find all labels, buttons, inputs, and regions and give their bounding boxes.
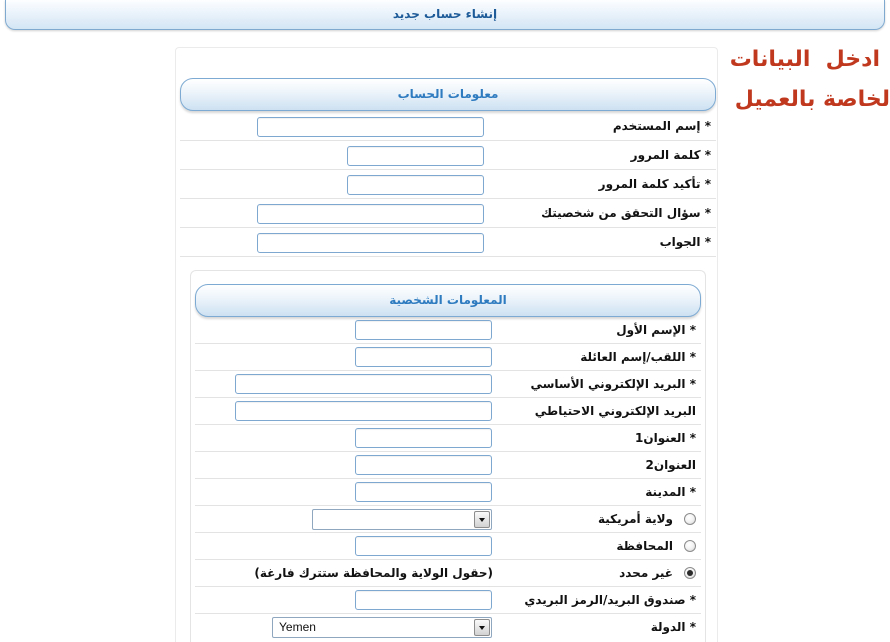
form-row-postal-code — [195, 587, 701, 614]
dropdown-arrow-icon[interactable] — [474, 511, 490, 528]
address-1-input[interactable] — [355, 428, 492, 448]
us-state-radio[interactable] — [684, 513, 696, 525]
form-row-first-name — [195, 317, 701, 344]
primary-email-input[interactable] — [235, 374, 492, 394]
form-row-username — [180, 112, 716, 141]
instruction-line-1: ادخل البيانات — [729, 47, 880, 72]
last-name-input[interactable] — [355, 347, 492, 367]
password-input[interactable] — [347, 146, 484, 166]
region-empty-note: (حقول الولاية والمحافظة ستترك فارغة) — [254, 566, 493, 580]
form-row-backup-email — [195, 398, 701, 425]
security-question-label: * سؤال التحقق من شخصيتك — [541, 206, 711, 220]
us-state-select[interactable] — [312, 509, 492, 530]
instruction-line-2: لخاصة بالعميل — [734, 87, 890, 112]
account-info-title: معلومات الحساب — [397, 87, 499, 101]
personal-info-header — [195, 284, 701, 317]
form-row-city — [195, 479, 701, 506]
province-radio[interactable] — [684, 540, 696, 552]
unspecified-label: غير محدد — [619, 566, 673, 580]
confirm-password-label: * تأكيد كلمة المرور — [598, 177, 711, 191]
form-row-province — [195, 533, 701, 560]
city-input[interactable] — [355, 482, 492, 502]
form-row-primary-email — [195, 371, 701, 398]
form-row-password — [180, 141, 716, 170]
first-name-input[interactable] — [355, 320, 492, 340]
us-state-label: ولاية أمريكية — [597, 512, 673, 526]
form-row-us-state — [195, 506, 701, 533]
personal-info-fields — [195, 317, 701, 641]
first-name-label: * الإسم الأول — [616, 323, 696, 337]
address-2-input[interactable] — [355, 455, 492, 475]
dropdown-arrow-icon[interactable] — [474, 619, 490, 636]
security-answer-label: * الجواب — [659, 235, 711, 249]
username-label: * إسم المستخدم — [612, 119, 711, 133]
last-name-label: * اللقب/إسم العائلة — [580, 350, 696, 364]
province-input[interactable] — [355, 536, 492, 556]
postal-code-input[interactable] — [355, 590, 492, 610]
backup-email-label: البريد الإلكتروني الاحتياطي — [534, 404, 696, 418]
country-label: * الدولة — [650, 620, 696, 634]
form-row-last-name — [195, 344, 701, 371]
form-row-address-1 — [195, 425, 701, 452]
page-header — [5, 0, 885, 30]
form-row-address-2 — [195, 452, 701, 479]
address-1-label: * العنوان1 — [635, 431, 696, 445]
form-row-unspecified — [195, 560, 701, 587]
account-info-header — [180, 78, 716, 111]
form-row-security-question — [180, 199, 716, 228]
unspecified-radio[interactable] — [684, 567, 696, 579]
address-2-label: العنوان2 — [645, 458, 696, 472]
page-title: إنشاء حساب جديد — [392, 7, 498, 21]
country-select[interactable] — [272, 617, 492, 638]
security-question-input[interactable] — [257, 204, 484, 224]
form-row-confirm-password — [180, 170, 716, 199]
province-label: المحافظة — [616, 539, 673, 553]
username-input[interactable] — [257, 117, 484, 137]
form-row-country — [195, 614, 701, 641]
personal-info-title: المعلومات الشخصية — [389, 293, 507, 307]
primary-email-label: * البريد الإلكتروني الأساسي — [530, 377, 696, 391]
account-info-fields — [180, 112, 716, 257]
personal-info-section — [190, 270, 706, 642]
security-answer-input[interactable] — [257, 233, 484, 253]
country-select-value: Yemen — [279, 620, 316, 634]
form-row-security-answer — [180, 228, 716, 257]
backup-email-input[interactable] — [235, 401, 492, 421]
confirm-password-input[interactable] — [347, 175, 484, 195]
postal-code-label: * صندوق البريد/الرمز البريدي — [524, 593, 696, 607]
password-label: * كلمة المرور — [630, 148, 711, 162]
city-label: * المدينة — [645, 485, 696, 499]
registration-form — [175, 47, 718, 642]
